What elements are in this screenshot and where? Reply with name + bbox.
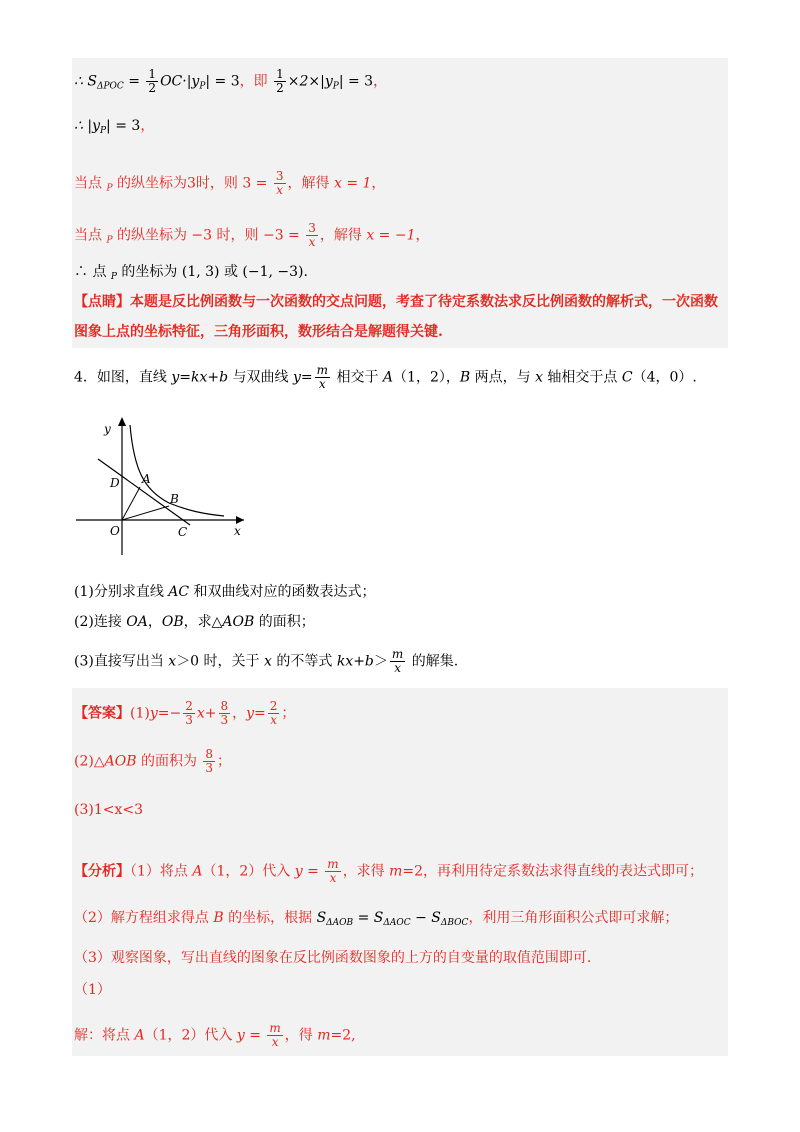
question-3: (3)直接写出当 x＞0 时，关于 x 的不等式 kx+b＞ $\frac{m}{x}$ 的解集. [74, 647, 459, 675]
answer-label: 【答案】 [74, 705, 130, 722]
function-graph-figure [74, 415, 254, 555]
answer-line-1: 【答案】(1)y=− $\frac{2}{3}$ x+ $\frac{8}{3}$ ，y= $\frac{2}{x}$ ； [74, 699, 296, 727]
answer-line-2: (2)△AOB 的面积为 $\frac{8}{3}$ ； [74, 747, 232, 775]
prev-line-5: ∴ 点 $_P$ 的坐标为 (1, 3) 或 (−1, −3). [74, 264, 308, 282]
x-axis-arrow [236, 516, 244, 524]
y-axis-arrow [118, 417, 126, 426]
point-c-label: C [178, 525, 188, 539]
problem-stem: 4．如图，直线 y=kx+b 与双曲线 y= $\frac{m}{x}$ 相交于 A（1，2），B 两点，与 x 轴相交于点 C（4，0）. [74, 363, 697, 391]
prev-line-3: 当点 $_P$ 的纵坐标为3时，则 3 = $\frac{3}{x}$ ，解得 x = 1， [74, 169, 386, 197]
point-d-label: D [110, 476, 120, 490]
answer-line-3: (3)1<x<3 [74, 802, 144, 818]
question-1: (1)分别求直线 AC 和双曲线对应的函数表达式； [74, 584, 376, 600]
y-axis-label: y [104, 422, 111, 436]
prev-line-2: ∴ $|y_P| = 3$， [74, 118, 155, 136]
analysis-line-2: （2）解方程组求得点 B 的坐标，根据 $S_{\Delta AOB} = S_{\Delta AOC} - S_{\Delta BOC}$，利用三角形面积公式即可求解； [74, 910, 679, 928]
analysis-line-3: （3）观察图象，写出直线的图象在反比例函数图象的上方的自变量的取值范围即可. [74, 950, 592, 966]
point-a-label: A [142, 472, 151, 486]
analysis-label: 【分析】 [74, 863, 130, 880]
dianjing-label: 【点睛】 [74, 294, 130, 310]
x-axis-label: x [234, 524, 241, 538]
dianjing-line-1: 【点睛】本题是反比例函数与一次函数的交点问题，考查了待定系数法求反比例函数的解析式，一次函数 [74, 294, 718, 310]
dianjing-line-2: 图象上点的坐标特征，三角形面积，数形结合是解题得关键. [74, 324, 443, 340]
prev-line-4: 当点 $_P$ 的纵坐标为 −3 时，则 −3 = $\frac{3}{x}$ ，解得 x = −1， [74, 221, 430, 249]
origin-label: O [110, 524, 120, 538]
analysis-line-1: 【分析】（1）将点 A（1，2）代入 y = $\frac{m}{x}$ ，求得 m=2，再利用待定系数法求得直线的表达式即可； [74, 857, 704, 885]
point-b-label: B [170, 492, 179, 506]
prev-line-1: ∴ $S_{\Delta POC}$ = $\frac{1}{2}$ $OC\cdot|y_P| = 3$，即 $\frac{1}{2}$ $\times 2\times|y_P| = 3$， [74, 67, 388, 95]
analysis-line-4: （1） [74, 982, 111, 998]
analysis-line-5: 解：将点 A（1，2）代入 y = $\frac{m}{x}$ ，得 m=2, [74, 1021, 356, 1049]
question-2: (2)连接 OA，OB，求△AOB 的面积； [74, 614, 315, 630]
